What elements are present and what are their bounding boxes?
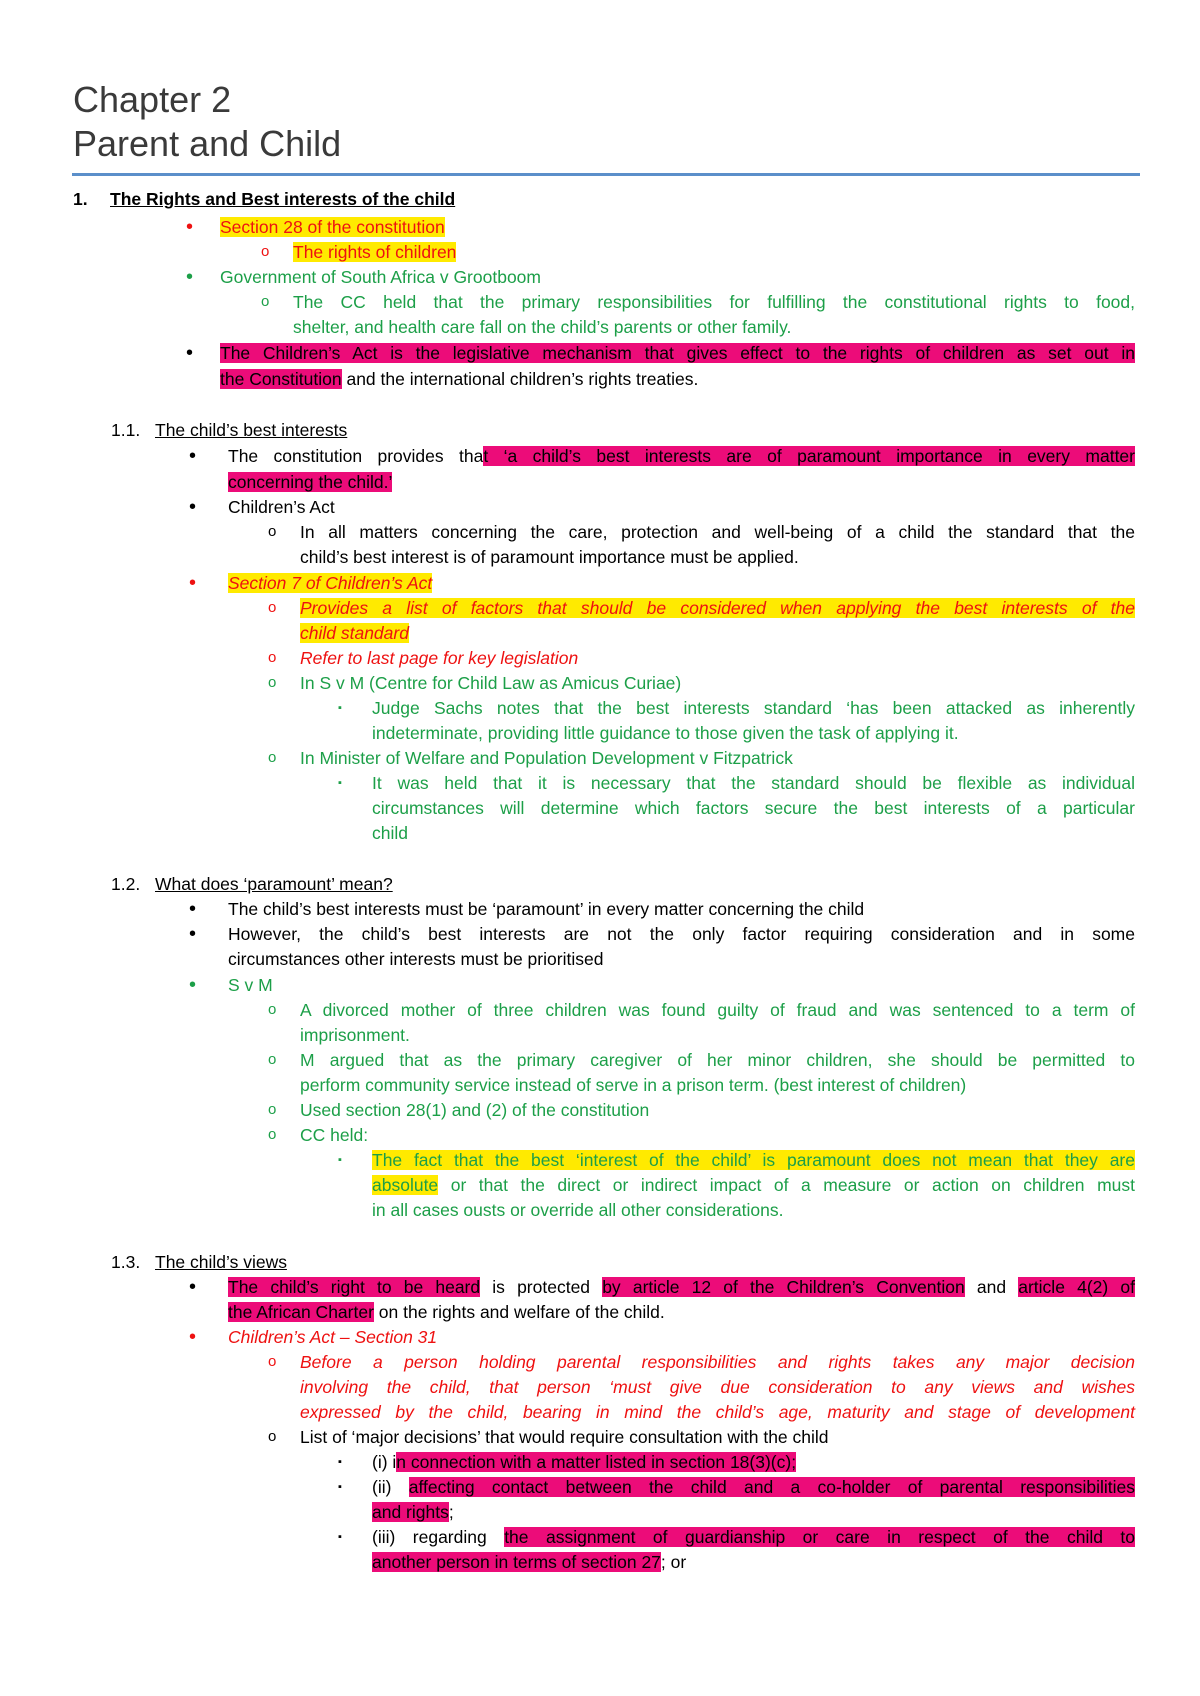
section-number: 1.	[73, 189, 88, 209]
text-line	[300, 1123, 600, 1147]
highlighted-text: article 4(2) of	[1018, 1277, 1135, 1297]
bullet-marker-icon: •	[189, 1276, 197, 1298]
text-segment: In Minister of Welfare and Population Development v Fitzpatrick	[300, 748, 793, 768]
square-marker-icon: ▪	[338, 1154, 342, 1166]
square-marker-icon: ▪	[338, 1456, 342, 1468]
text-line	[372, 1550, 872, 1574]
text-line	[300, 1425, 1000, 1449]
text-line	[372, 1500, 672, 1524]
highlighted-text: n connection with a matter listed in section 18(3)(c);	[396, 1452, 797, 1472]
text-line	[228, 922, 1135, 946]
text-line	[293, 315, 893, 339]
text-line	[228, 897, 1028, 921]
text-segment: circumstances will determine which factors secure the best interests of a particular	[372, 798, 1135, 818]
section-number: 1.1.	[111, 420, 141, 440]
text-line	[372, 1173, 1135, 1197]
text-segment: Children’s Act – Section 31	[228, 1327, 438, 1347]
section-heading	[155, 418, 555, 442]
text-line	[228, 947, 828, 971]
text-segment: The child’s views	[155, 1252, 287, 1272]
highlighted-text: another person in terms of section 27	[372, 1552, 661, 1572]
text-segment: (iii) regarding	[372, 1527, 505, 1547]
text-segment: and the international children’s rights treaties.	[341, 369, 699, 389]
text-line	[300, 1400, 1135, 1424]
highlighted-text: absolute	[372, 1175, 439, 1195]
text-segment: It was held that it is necessary that the standard should be flexible as individual	[372, 773, 1135, 793]
square-marker-icon: ▪	[338, 777, 342, 789]
chapter-name: Parent and Child	[73, 123, 342, 164]
text-line	[300, 1048, 1135, 1072]
text-line	[228, 973, 428, 997]
text-segment: However, the child’s best interests are not the only factor requiring consideration and in some	[228, 924, 1135, 944]
text-segment: The child’s best interests	[155, 420, 348, 440]
section-heading	[110, 187, 510, 211]
chapter-title	[73, 78, 341, 166]
square-marker-icon: ▪	[338, 1531, 342, 1543]
text-line	[220, 341, 1135, 365]
square-marker-icon: ▪	[338, 1481, 342, 1493]
bullet-marker-icon: •	[189, 445, 197, 467]
section-heading	[155, 872, 555, 896]
highlighted-text: concerning the child.’	[228, 472, 393, 492]
text-line	[300, 621, 600, 645]
square-marker-icon: ▪	[338, 702, 342, 714]
circle-marker-icon: o	[268, 1001, 277, 1018]
bullet-marker-icon: •	[189, 496, 197, 518]
highlighted-text: The fact that the best ‘interest of the child’ is paramount does not mean that they are	[372, 1150, 1135, 1170]
text-segment: Refer to last page for key legislation	[300, 648, 579, 668]
text-segment: Children’s Act	[228, 497, 335, 517]
text-segment: on the rights and welfare of the child.	[373, 1302, 665, 1322]
section-number: 1.2.	[111, 874, 141, 894]
text-line	[372, 1198, 1072, 1222]
text-segment: M argued that as the primary caregiver of her minor children, she should be permitted to	[300, 1050, 1135, 1070]
highlighted-text: The rights of children	[293, 242, 457, 262]
text-segment: indeterminate, providing little guidance to those given the task of applying it.	[372, 723, 959, 743]
circle-marker-icon: o	[268, 1353, 277, 1370]
text-line	[300, 1350, 1135, 1374]
highlighted-text: by article 12 of the Children’s Convention	[602, 1277, 965, 1297]
text-segment: Judge Sachs notes that the best interests standard ‘has been attacked as inherently	[372, 698, 1135, 718]
text-line	[372, 771, 1135, 795]
text-line	[228, 470, 528, 494]
text-line	[300, 671, 900, 695]
bullet-marker-icon: •	[189, 923, 197, 945]
circle-marker-icon: o	[268, 523, 277, 540]
bullet-marker-icon: •	[186, 266, 194, 288]
text-line	[300, 520, 1135, 544]
text-segment: imprisonment.	[300, 1025, 410, 1045]
text-line	[300, 545, 1000, 569]
highlighted-text: Section 7 of Children’s Act	[228, 573, 433, 593]
highlighted-text: Provides a list of factors that should be considered when applying the best interests of the	[300, 598, 1135, 618]
text-segment: In S v M (Centre for Child Law as Amicus Curiae)	[300, 673, 682, 693]
circle-marker-icon: o	[261, 293, 270, 310]
text-line	[300, 1073, 1100, 1097]
text-segment: or that the direct or indirect impact of a measure or action on children must	[438, 1175, 1135, 1195]
text-segment: The CC held that the primary responsibilities for fulfilling the constitutional rights to food,	[293, 292, 1135, 312]
text-segment: What does ‘paramount’ mean?	[155, 874, 393, 894]
bullet-marker-icon: •	[189, 974, 197, 996]
text-line	[228, 571, 528, 595]
text-line	[300, 1098, 800, 1122]
text-segment: and	[964, 1277, 1019, 1297]
text-segment: List of ‘major decisions’ that would require consultation with the child	[300, 1427, 829, 1447]
text-segment: child’s best interest is of paramount importance must be applied.	[300, 547, 799, 567]
text-line	[220, 367, 820, 391]
text-segment: perform community service instead of serve in a prison term. (best interest of children)	[300, 1075, 967, 1095]
bullet-marker-icon: •	[186, 216, 194, 238]
text-segment: ;	[448, 1502, 454, 1522]
text-line	[220, 215, 500, 239]
title-underline-rule	[72, 173, 1140, 176]
text-line	[372, 721, 1072, 745]
text-segment: In all matters concerning the care, protection and well-being of a child the standard that the	[300, 522, 1135, 542]
text-segment: The Rights and Best interests of the child	[110, 189, 456, 209]
highlighted-text: The Children’s Act is the legislative mechanism that gives effect to the rights of children as set out in	[220, 343, 1135, 363]
bullet-marker-icon: •	[189, 1326, 197, 1348]
text-segment: CC held:	[300, 1125, 369, 1145]
highlighted-text: The child’s right to be heard	[228, 1277, 481, 1297]
chapter-number: Chapter 2	[73, 79, 232, 120]
highlighted-text: the assignment of guardianship or care in respect of the child to	[504, 1527, 1136, 1547]
text-segment: circumstances other interests must be prioritised	[228, 949, 604, 969]
circle-marker-icon: o	[268, 1428, 277, 1445]
text-line	[372, 796, 1135, 820]
text-line	[300, 746, 900, 770]
highlighted-text: affecting contact between the child and a co-holder of parental responsibilities	[408, 1477, 1135, 1497]
circle-marker-icon: o	[268, 599, 277, 616]
highlighted-text: Section 28 of the constitution	[220, 217, 445, 237]
highlighted-text: and rights	[372, 1502, 449, 1522]
circle-marker-icon: o	[268, 649, 277, 666]
text-line	[300, 646, 800, 670]
text-segment: involving the child, that person ‘must give due consideration to any views and wishes	[300, 1377, 1135, 1397]
text-segment: Before a person holding parental responsibilities and rights takes any major decision	[300, 1352, 1135, 1372]
text-line	[372, 1475, 1135, 1499]
text-line	[372, 821, 672, 845]
text-segment: A divorced mother of three children was found guilty of fraud and was sentenced to a term of	[300, 1000, 1135, 1020]
text-line	[228, 1275, 1135, 1299]
text-line	[372, 696, 1135, 720]
circle-marker-icon: o	[268, 1051, 277, 1068]
section-heading	[155, 1250, 455, 1274]
text-line	[372, 1148, 1135, 1172]
text-line	[228, 444, 1135, 468]
circle-marker-icon: o	[268, 749, 277, 766]
text-line	[300, 998, 1135, 1022]
text-segment: is protected	[480, 1277, 603, 1297]
text-segment: The child’s best interests must be ‘paramount’ in every matter concerning the child	[228, 899, 865, 919]
text-segment: The constitution provides tha	[228, 446, 484, 466]
text-line	[372, 1450, 972, 1474]
highlighted-text: t ‘a child’s best interests are of paramount importance in every matter	[483, 446, 1135, 466]
circle-marker-icon: o	[268, 1101, 277, 1118]
highlighted-text: the African Charter	[228, 1302, 374, 1322]
text-segment: ; or	[660, 1552, 687, 1572]
text-segment: S v M	[228, 975, 273, 995]
highlighted-text: child standard	[300, 623, 409, 643]
text-line	[220, 265, 620, 289]
text-segment: Government of South Africa v Grootboom	[220, 267, 541, 287]
text-segment: expressed by the child, bearing in mind the child’s age, maturity and stage of development	[300, 1402, 1135, 1422]
text-segment: Used section 28(1) and (2) of the constitution	[300, 1100, 650, 1120]
text-line	[300, 1023, 600, 1047]
text-line	[293, 240, 493, 264]
bullet-marker-icon: •	[186, 342, 194, 364]
circle-marker-icon: o	[261, 243, 270, 260]
text-segment: (ii)	[372, 1477, 409, 1497]
text-line	[300, 596, 1135, 620]
text-segment: in all cases ousts or override all other considerations.	[372, 1200, 784, 1220]
text-line	[300, 1375, 1135, 1399]
text-segment: shelter, and health care fall on the child’s parents or other family.	[293, 317, 792, 337]
text-segment: (i) i	[372, 1452, 397, 1472]
circle-marker-icon: o	[268, 1126, 277, 1143]
text-line	[372, 1525, 1135, 1549]
text-line	[228, 1325, 628, 1349]
bullet-marker-icon: •	[189, 898, 197, 920]
text-segment: child	[372, 823, 408, 843]
circle-marker-icon: o	[268, 674, 277, 691]
highlighted-text: the Constitution	[220, 369, 342, 389]
section-number: 1.3.	[111, 1252, 141, 1272]
text-line	[228, 495, 528, 519]
text-line	[228, 1300, 928, 1324]
bullet-marker-icon: •	[189, 572, 197, 594]
text-line	[293, 290, 1135, 314]
